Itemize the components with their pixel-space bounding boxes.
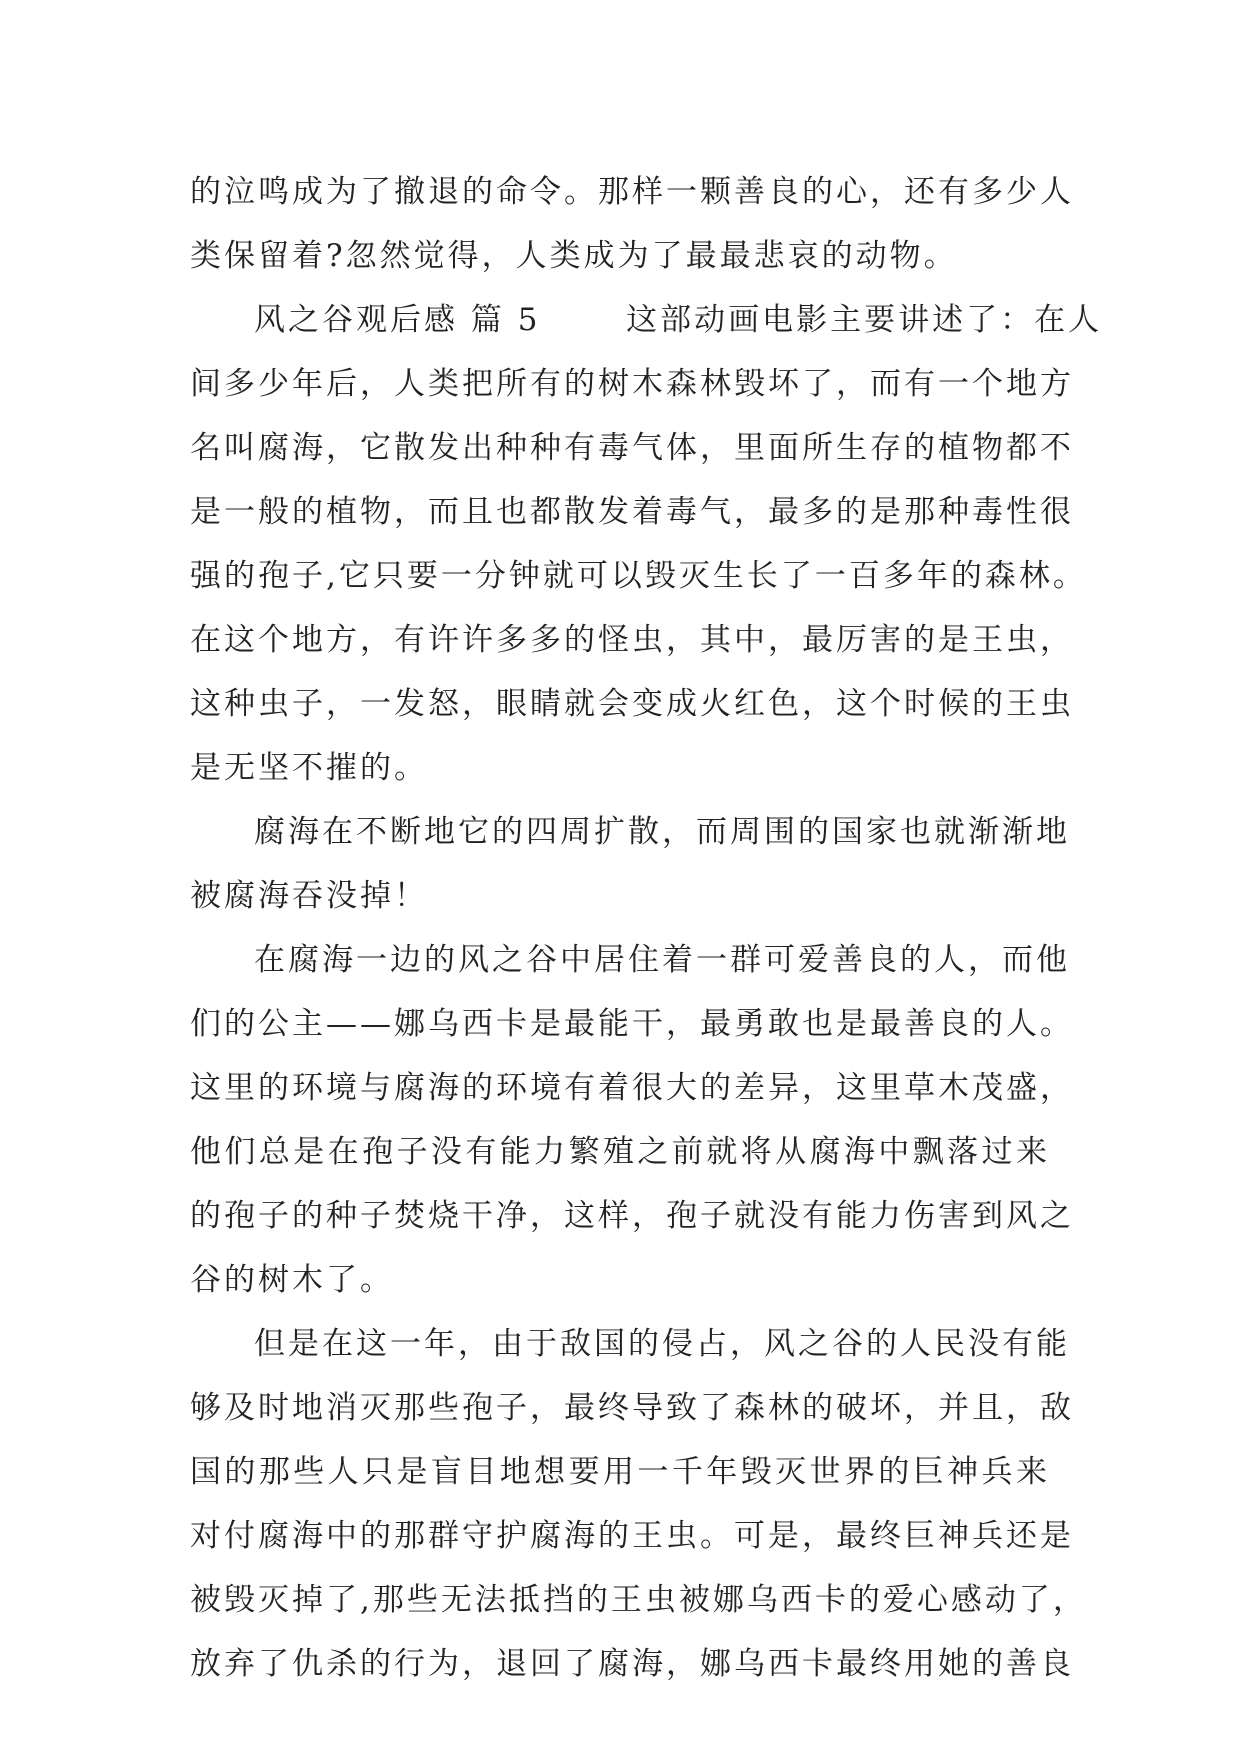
text-line: 是一般的植物，而且也都散发着毒气，最多的是那种毒性很	[190, 494, 1074, 530]
text-line: 这里的环境与腐海的环境有着很大的差异，这里草木茂盛，	[190, 1070, 1074, 1106]
text-line: 他们总是在孢子没有能力繁殖之前就将从腐海中飘落过来	[190, 1134, 1050, 1170]
text-line: 类保留着?忽然觉得，人类成为了最最悲哀的动物。	[190, 238, 958, 274]
text-line: 在这个地方，有许许多多的怪虫，其中，最厉害的是王虫，	[190, 622, 1074, 658]
text-line: 对付腐海中的那群守护腐海的王虫。可是，最终巨神兵还是	[190, 1518, 1074, 1554]
text-line: 名叫腐海，它散发出种种有毒气体，里面所生存的植物都不	[190, 430, 1074, 466]
text-line: 的孢子的种子焚烧干净，这样，孢子就没有能力伤害到风之	[190, 1198, 1074, 1234]
section-number: 篇 5	[470, 302, 541, 338]
text-line: 国的那些人只是盲目地想要用一千年毁灭世界的巨神兵来	[190, 1454, 1050, 1490]
text-line: 在腐海一边的风之谷中居住着一群可爱善良的人，而他	[254, 942, 1070, 978]
section-title: 风之谷观后感	[254, 302, 458, 338]
text-line: 的泣鸣成为了撤退的命令。那样一颗善良的心，还有多少人	[190, 174, 1074, 210]
text-line: 这种虫子，一发怒，眼睛就会变成火红色，这个时候的王虫	[190, 686, 1074, 722]
text-line: 被腐海吞没掉！	[190, 878, 428, 914]
text-line: 够及时地消灭那些孢子，最终导致了森林的破坏，并且，敌	[190, 1390, 1074, 1426]
document-body	[190, 160, 1103, 1696]
text-line: 间多少年后，人类把所有的树木森林毁坏了，而有一个地方	[190, 366, 1074, 402]
text-line: 放弃了仇杀的行为，退回了腐海，娜乌西卡最终用她的善良	[190, 1646, 1074, 1682]
text-line: 是无坚不摧的。	[190, 750, 428, 786]
text-line: 腐海在不断地它的四周扩散，而周围的国家也就渐渐地	[254, 814, 1070, 850]
text-line: 谷的树木了。	[190, 1262, 394, 1298]
text-line: 们的公主——娜乌西卡是最能干，最勇敢也是最善良的人。	[190, 1006, 1074, 1042]
text-line: 被毁灭掉了,那些无法抵挡的王虫被娜乌西卡的爱心感动了，	[190, 1582, 1087, 1618]
section-heading-line	[190, 288, 1103, 352]
section-first-text: 这部动画电影主要讲述了：在人	[626, 302, 1103, 338]
text-line: 但是在这一年，由于敌国的侵占，风之谷的人民没有能	[254, 1326, 1070, 1362]
text-line: 强的孢子,它只要一分钟就可以毁灭生长了一百多年的森林。	[190, 558, 1087, 594]
